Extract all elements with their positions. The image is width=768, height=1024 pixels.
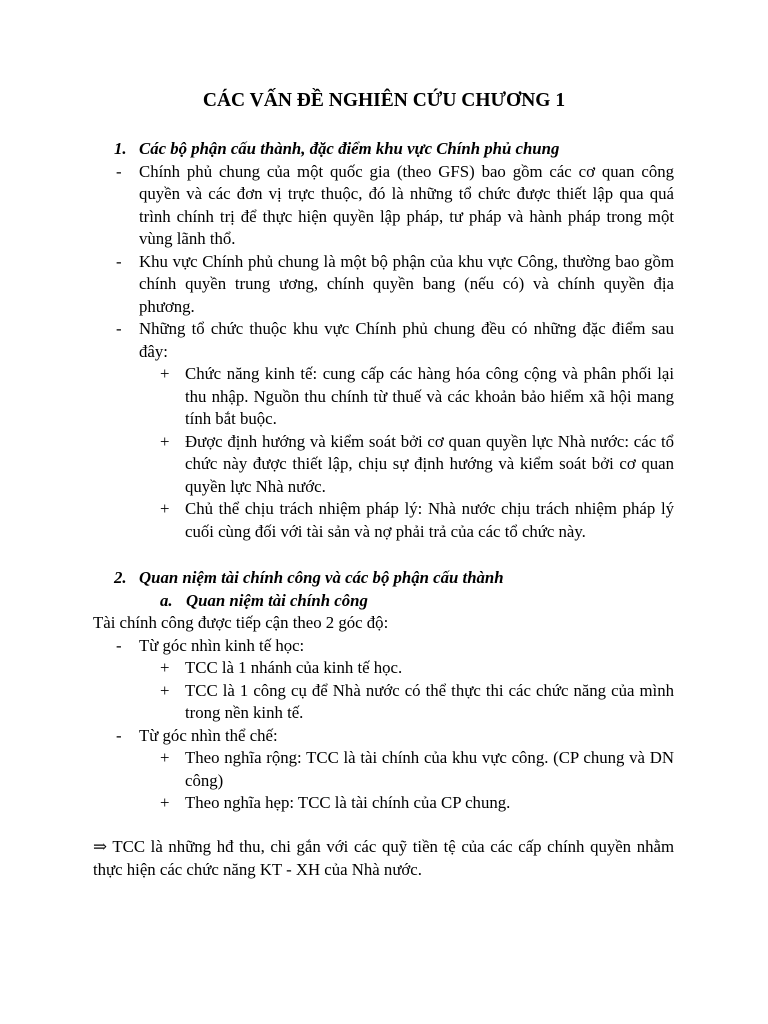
sub-list-item-text: Theo nghĩa hẹp: TCC là tài chính của CP chung. <box>185 793 511 812</box>
section-1-heading <box>0 138 768 161</box>
section-1 <box>0 138 768 543</box>
list-item-text: Những tổ chức thuộc khu vực Chính phủ chung đều có những đặc điểm sau đây: <box>139 319 674 361</box>
plus-marker: + <box>160 680 170 700</box>
subsection-a-number: a. <box>160 590 173 610</box>
list-item <box>0 161 768 251</box>
list-item-text: Từ góc nhìn thể chế: <box>139 725 278 745</box>
intro-text: Tài chính công được tiếp cận theo 2 góc độ: <box>93 613 389 632</box>
subsection-a-heading <box>0 590 768 613</box>
plus-marker: + <box>160 364 170 383</box>
section-1-number: 1. <box>114 139 127 158</box>
section-2-number: 2. <box>114 568 127 587</box>
section-2-title: Quan niệm tài chính công và các bộ phận cấu thành <box>139 568 504 587</box>
plus-marker: + <box>160 658 170 677</box>
sub-list-item-text: Theo nghĩa rộng: TCC là tài chính của khu vực công. (CP chung và DN công) <box>185 748 674 790</box>
subsection-a-title: Quan niệm tài chính công <box>186 590 368 610</box>
list-item <box>0 725 768 748</box>
sub-list-item <box>0 363 768 431</box>
list-item <box>0 251 768 319</box>
list-item-text: Từ góc nhìn kinh tế học: <box>139 635 305 655</box>
dash-marker: - <box>116 635 122 655</box>
sub-list-item <box>0 747 768 792</box>
conclusion <box>0 836 768 881</box>
sub-list-item-text: Được định hướng và kiểm soát bởi cơ quan quyền lực Nhà nước: các tổ chức này được thiết lập, chịu sự định hướng và kiểm soát bởi cơ quan quyền lực Nhà nước. <box>185 431 674 496</box>
plus-marker: + <box>160 431 170 451</box>
sub-list-item-text: Chức năng kinh tế: cung cấp các hàng hóa công cộng và phân phối lại thu nhập. Nguồn thu chính từ thuế và các khoản bảo hiểm xã hội mang tính bắt buộc. <box>185 364 674 428</box>
section-2-heading <box>0 567 768 590</box>
sub-list-item <box>0 657 768 680</box>
sub-list-item <box>0 498 768 543</box>
dash-marker: - <box>116 319 122 338</box>
conclusion-text: ⇒ TCC là những hđ thu, chi gắn với các quỹ tiền tệ của các cấp chính quyền nhằm thực hiện các chức năng KT - XH của Nhà nước. <box>93 837 674 879</box>
plus-marker: + <box>160 499 170 518</box>
dash-marker: - <box>116 725 122 745</box>
list-item-text: Chính phủ chung của một quốc gia (theo GFS) bao gồm các cơ quan công quyền và các đơn vị trực thuộc, đó là những tổ chức được thiết lập qua quá trình chính trị để thực hiện quyền lập pháp, tư pháp và hành pháp trong một vùng lãnh thổ. <box>139 161 674 248</box>
dash-marker: - <box>116 161 122 181</box>
list-item <box>0 318 768 363</box>
sub-list-item <box>0 431 768 499</box>
list-item <box>0 635 768 658</box>
sub-list-item <box>0 680 768 725</box>
page-title: CÁC VẤN ĐỀ NGHIÊN CỨU CHƯƠNG 1 <box>202 90 566 111</box>
sub-list-item-text: Chủ thể chịu trách nhiệm pháp lý: Nhà nước chịu trách nhiệm pháp lý cuối cùng đối với tài sản và nợ phải trả của các tổ chức này. <box>185 499 674 541</box>
plus-marker: + <box>160 793 170 812</box>
section-2 <box>0 567 768 815</box>
sub-list-item-text: TCC là 1 công cụ để Nhà nước có thể thực thi các chức năng của mình trong nền kinh tế. <box>185 680 674 722</box>
plus-marker: + <box>160 748 170 767</box>
section-1-title: Các bộ phận cấu thành, đặc điểm khu vực Chính phủ chung <box>139 139 560 158</box>
sub-list-item <box>0 792 768 815</box>
list-item-text: Khu vực Chính phủ chung là một bộ phận của khu vực Công, thường bao gồm chính quyền trung ương, chính quyền bang (nếu có) và chính quyền địa phương. <box>139 251 674 316</box>
dash-marker: - <box>116 251 122 271</box>
sub-list-item-text: TCC là 1 nhánh của kinh tế học. <box>185 658 403 677</box>
